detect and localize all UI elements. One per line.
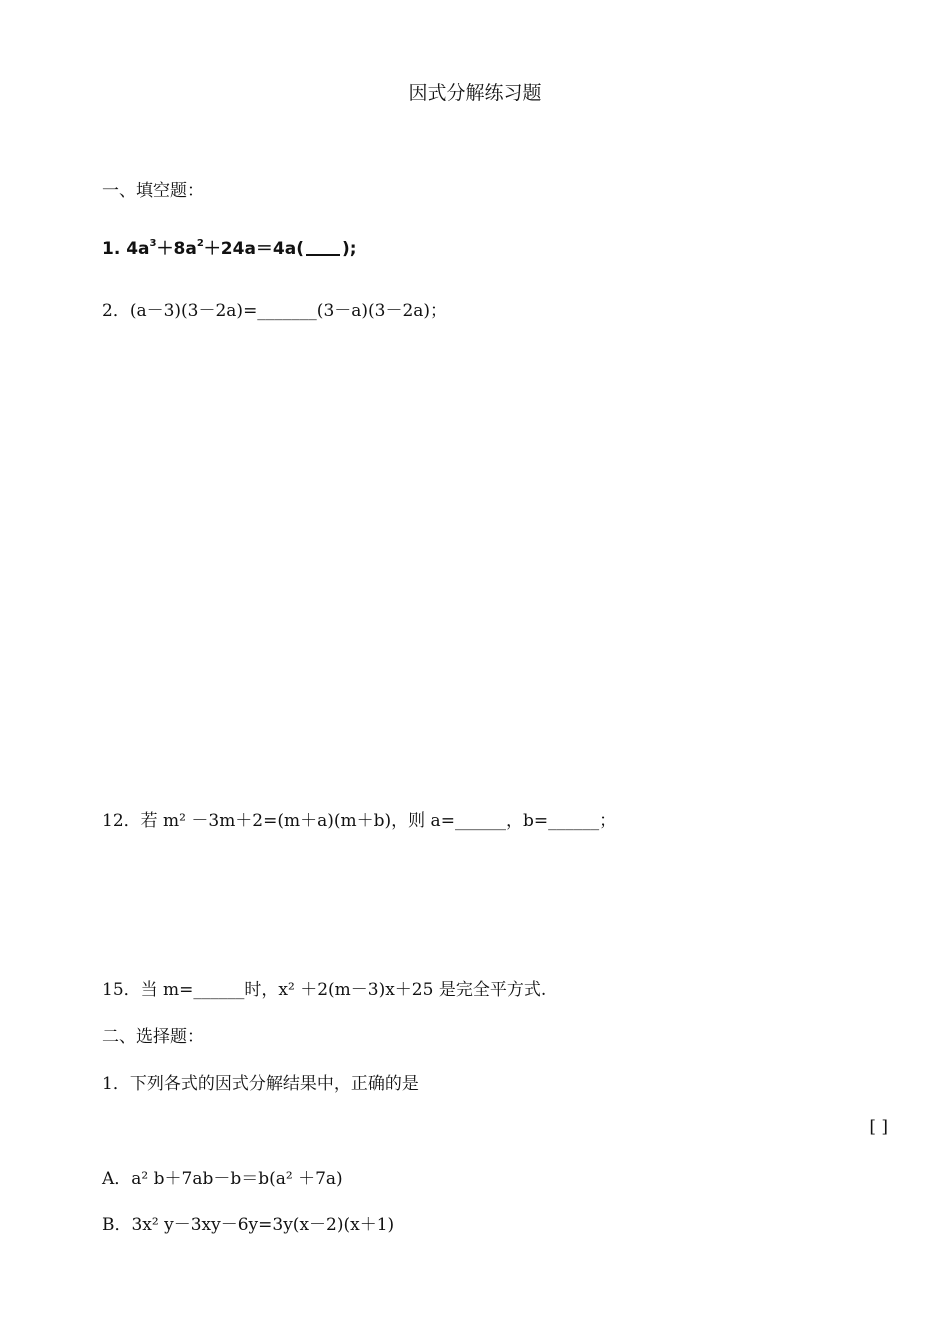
option-b[interactable]: B．3x² y－3xy－6y=3y(x－2)(x＋1) xyxy=(102,1215,395,1235)
question-1-term-c: ＋24a＝4a( xyxy=(203,239,304,259)
question-1-term-b: ＋8a xyxy=(156,239,197,259)
question-1-exponent-2: 2 xyxy=(196,238,204,249)
page-title: 因式分解练习题 xyxy=(408,82,542,104)
section-fill-in-heading: 一、填空题： xyxy=(102,181,204,201)
question-1-number: 1. xyxy=(102,239,121,259)
question-2: 2．(a－3)(3－2a)=_______(3－a)(3－2a)； xyxy=(102,301,448,321)
question-1-answer-blank[interactable] xyxy=(306,238,340,256)
question-1-term-a: 4a xyxy=(126,239,150,259)
option-a[interactable]: A．a² b＋7ab－b＝b(a² ＋7a) xyxy=(102,1169,343,1189)
question-1-close-paren: ) xyxy=(341,239,350,259)
choice-question-1-stem: 1．下列各式的因式分解结果中，正确的是 xyxy=(102,1074,419,1094)
question-1-end: ; xyxy=(349,239,357,259)
question-1-exponent-3: 3 xyxy=(149,238,157,249)
question-1 xyxy=(102,234,357,259)
question-15: 15．当 m=______时，x² ＋2(m－3)x＋25 是完全平方式. xyxy=(102,980,547,1000)
answer-bracket[interactable]: [ ] xyxy=(869,1117,888,1137)
question-12: 12．若 m² －3m＋2=(m＋a)(m＋b)，则 a=______，b=______； xyxy=(102,811,617,831)
section-choice-heading: 二、选择题： xyxy=(102,1027,204,1047)
